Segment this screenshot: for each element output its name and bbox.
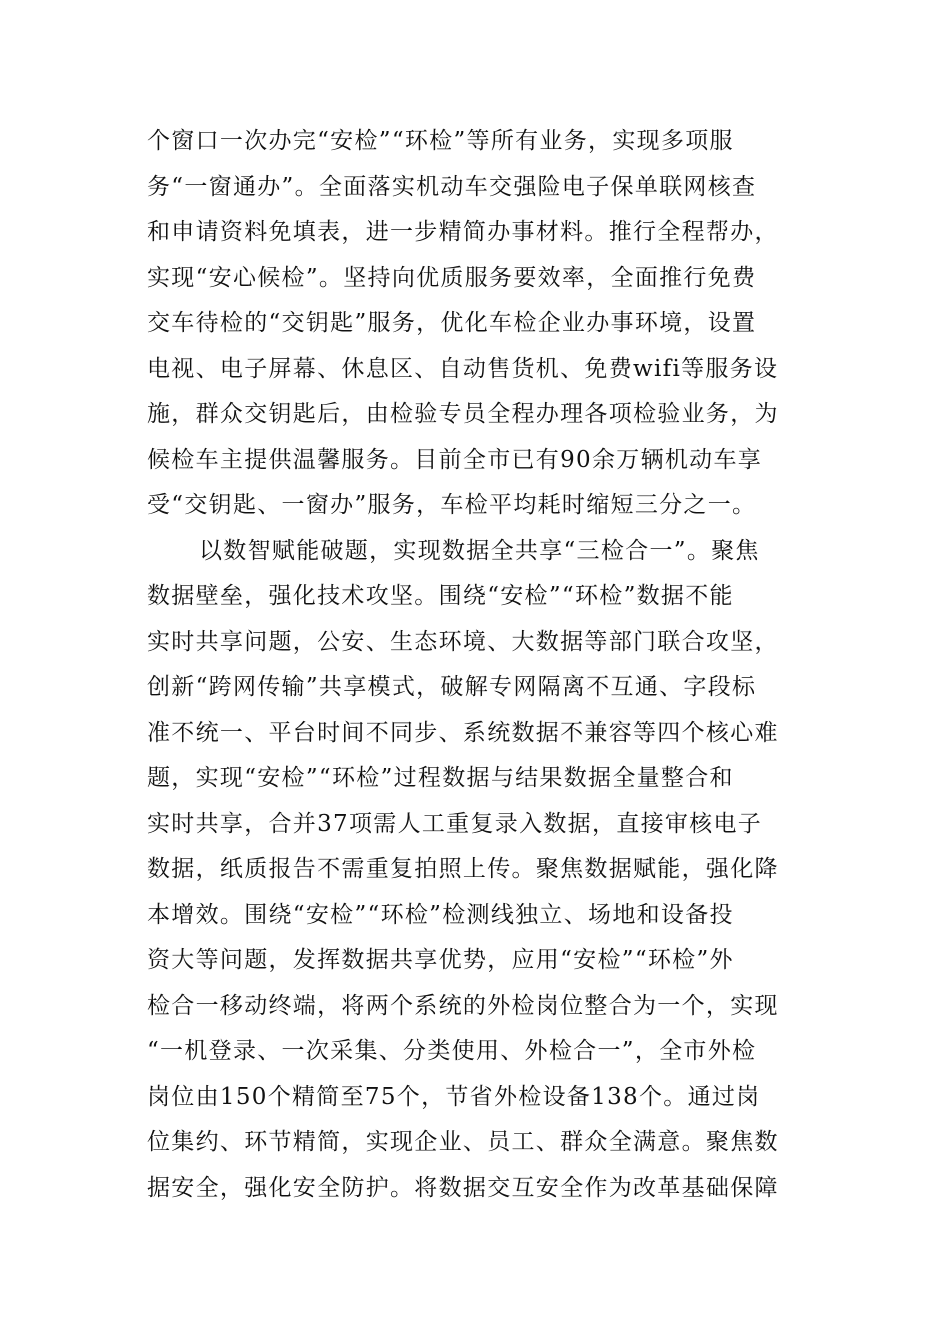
text-line: 候检车主提供温馨服务。目前全市已有90余万辆机动车享 [147,446,763,473]
text-line: 数据壁垒，强化技术攻坚。围绕“安检”“环检”数据不能 [147,583,734,609]
text-line: 受“交钥匙、一窗办”服务，车检平均耗时缩短三分之一。 [147,492,757,518]
text-line: 本增效。围绕“安检”“环检”检测线独立、场地和设备投 [147,901,734,928]
text-line: 位集约、环节精简，实现企业、员工、群众全满意。聚焦数 [147,1129,779,1155]
text-line: 务“一窗通办”。全面落实机动车交强险电子保单联网核查 [147,173,757,200]
text-line: 实现“安心候检”。坚持向优质服务要效率，全面推行免费 [147,264,757,291]
text-line: 和申请资料免填表，进一步精简办事材料。推行全程帮办， [147,219,779,245]
text-line: 题，实现“安检”“环检”过程数据与结果数据全量整合和 [147,765,734,791]
text-line: 据安全，强化安全防护。将数据交互安全作为改革基础保障 [147,1174,779,1201]
text-line: 数据，纸质报告不需重复拍照上传。聚焦数据赋能，强化降 [147,856,779,882]
text-line: 实时共享问题，公安、生态环境、大数据等部门联合攻坚， [147,628,779,655]
text-line: “一机登录、一次采集、分类使用、外检合一”，全市外检 [147,1038,757,1064]
body-text [147,119,817,1211]
text-line: 个窗口一次办完“安检”“环检”等所有业务，实现多项服 [147,128,734,154]
text-line: 施，群众交钥匙后，由检验专员全程办理各项检验业务，为 [147,401,779,427]
text-line: 以数智赋能破题，实现数据全共享“三检合一”。聚焦 [199,537,760,564]
text-line: 资大等问题，发挥数据共享优势，应用“安检”“环检”外 [147,947,734,973]
paragraph-1 [147,119,817,529]
text-line: 准不统一、平台时间不同步、系统数据不兼容等四个核心难 [147,719,779,746]
paragraph-2 [147,529,817,1212]
text-line: 检合一移动终端，将两个系统的外检岗位整合为一个，实现 [147,992,779,1019]
text-line: 实时共享，合并37项需人工重复录入数据，直接审核电子 [147,810,763,837]
text-line: 岗位由150个精简至75个，节省外检设备138个。通过岗 [147,1083,761,1110]
text-line: 交车待检的“交钥匙”服务，优化车检企业办事环境，设置 [147,310,757,336]
text-line: 创新“跨网传输”共享模式，破解专网隔离不互通、字段标 [147,674,757,700]
text-line: 电视、电子屏幕、休息区、自动售货机、免费wifi等服务设 [147,355,779,382]
